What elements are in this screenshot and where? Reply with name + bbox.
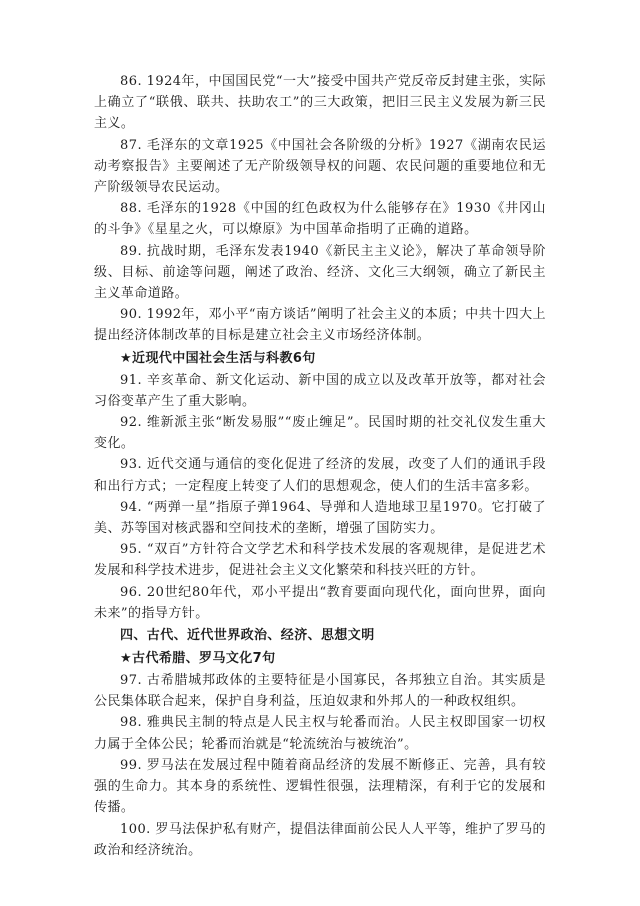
paragraph-88: 88. 毛泽东的1928《中国的红色政权为什么能够存在》1930《井冈山的斗争》《星星之火，可以燎原》为中国革命指明了正确的道路。 xyxy=(94,201,546,238)
section-heading-social-life: ★近现代中国社会生活与科教6句 xyxy=(120,350,316,366)
paragraph-98: 98. 雅典民主制的特点是人民主权与轮番而治。人民主权即国家一切权力属于全体公民；轮番而治就是“轮流统治与被统治”。 xyxy=(94,715,546,752)
paragraph-89: 89. 抗战时期，毛泽东发表1940《新民主主义论》，解决了革命领导阶级、目标、前途等问题，阐述了政治、经济、文化三大纲领，确立了新民主主义革命道路。 xyxy=(94,243,546,302)
paragraph-91: 91. 辛亥革命、新文化运动、新中国的成立以及改革开放等，都对社会习俗变革产生了重大影响。 xyxy=(94,372,546,409)
section-heading-world-civilization: 四、古代、近代世界政治、经济、思想文明 xyxy=(120,628,375,644)
paragraph-99: 99. 罗马法在发展过程中随着商品经济的发展不断修正、完善，具有较强的生命力。其本身的系统性、逻辑性很强，法理精深，有利于它的发展和传播。 xyxy=(94,757,546,816)
section-heading-greece-rome: ★古代希腊、罗马文化7句 xyxy=(120,651,276,667)
paragraph-95: 95. “双百”方针符合文学艺术和科学技术发展的客观规律，是促进艺术发展和科学技术进步，促进社会主义文化繁荣和科技兴旺的方针。 xyxy=(94,542,546,579)
paragraph-87: 87. 毛泽东的文章1925《中国社会各阶级的分析》1927《湖南农民运动考察报告》主要阐述了无产阶级领导权的问题、农民问题的重要地位和无产阶级领导农民运动。 xyxy=(94,137,546,196)
paragraph-92: 92. 维新派主张“断发易服”“废止缠足”。民国时期的社交礼仪发生重大变化。 xyxy=(94,415,546,452)
paragraph-100: 100. 罗马法保护私有财产，提倡法律面前公民人人平等，维护了罗马的政治和经济统治。 xyxy=(94,821,546,858)
paragraph-86: 86. 1924年，中国国民党“一大”接受中国共产党反帝反封建主张，实际上确立了“联俄、联共、扶助农工”的三大政策，把旧三民主义发展为新三民主义。 xyxy=(94,74,546,132)
paragraph-93: 93. 近代交通与通信的变化促进了经济的发展，改变了人们的通讯手段和出行方式；一定程度上转变了人们的思想观念，使人们的生活丰富多彩。 xyxy=(94,457,546,494)
paragraph-96: 96. 20世纪80年代，邓小平提出“教育要面向现代化，面向世界，面向未来”的指导方针。 xyxy=(94,584,546,621)
paragraph-90: 90. 1992年，邓小平“南方谈话”阐明了社会主义的本质；中共十四大上提出经济体制改革的目标是建立社会主义市场经济体制。 xyxy=(94,307,546,344)
paragraph-97: 97. 古希腊城邦政体的主要特征是小国寡民，各邦独立自治。其实质是公民集体联合起来，保护自身利益，压迫奴隶和外邦人的一种政权组织。 xyxy=(94,673,546,710)
paragraph-94: 94. “两弹一星”指原子弹1964、导弹和人造地球卫星1970。它打破了美、苏等国对核武器和空间技术的垄断，增强了国防实力。 xyxy=(94,499,546,537)
